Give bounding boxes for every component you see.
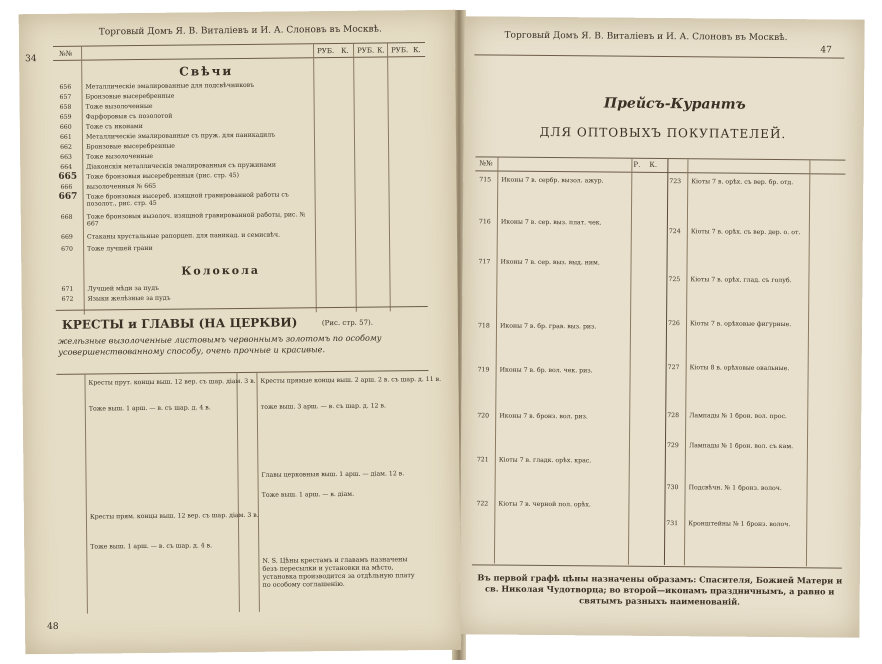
item-number: 722 xyxy=(476,500,489,508)
item-number: 730 xyxy=(666,484,679,492)
left-page xyxy=(19,10,462,655)
row-number: 664 xyxy=(60,163,73,171)
row-number: 656 xyxy=(59,83,72,91)
row-text: вызолоченныя № 665 xyxy=(86,182,157,191)
col-divider xyxy=(387,43,391,311)
item-number: 728 xyxy=(667,412,680,420)
item-number: 729 xyxy=(666,442,679,450)
section-candles-title: Свѣчи xyxy=(179,64,234,79)
item-text: Иконы 7 в. сер. выз. плат. чек. xyxy=(500,218,602,227)
row-text: Тоже вызолоченные xyxy=(85,102,153,111)
crosses-row: Тоже выш. 1 арш. — в. діам. xyxy=(261,490,355,499)
row-number: 663 xyxy=(60,153,73,161)
section-crosses-title: КРЕСТЫ и ГЛАВЫ (НА ЦЕРКВИ) xyxy=(61,315,298,332)
header-rule xyxy=(474,54,844,58)
item-text: Кіоты 7 в. орѣх. глад. съ голуб. xyxy=(690,276,792,285)
item-text: Кіоты 7 в. орѣх. съ вер. дер. о. от. xyxy=(690,228,801,237)
row-text: Лучшей мѣди за пудъ xyxy=(87,284,159,293)
right-page-number: 47 xyxy=(820,45,832,56)
item-text: Лампады № 1 брон. вол. прос. xyxy=(689,412,787,421)
item-number: 721 xyxy=(476,456,489,464)
row-text: Стаканы хрустальные рапорцеп. для паникад. и семисвѣч. xyxy=(86,231,281,241)
row-text: Тоже бронзовыя вызолоч. изящной гравированной работы, рис. № 667 xyxy=(86,211,306,228)
item-number: 717 xyxy=(478,258,491,266)
col-divider xyxy=(806,160,811,566)
item-text: Кіоты 8 в. орѣховые овальные. xyxy=(689,364,790,373)
row-text: Бронзовые высеребренные xyxy=(86,142,175,151)
right-page-header: Торговый Домъ Я. В. Виталіевъ и И. А. Слоновъ въ Москвѣ. xyxy=(504,30,788,44)
col-header-rule xyxy=(53,56,425,61)
col-header-r: Р. xyxy=(633,160,641,169)
item-number: 724 xyxy=(668,228,681,236)
price-list-subtitle: ДЛЯ ОПТОВЫХЪ ПОКУПАТЕЛЕЙ. xyxy=(539,124,787,142)
item-number: 720 xyxy=(477,412,490,420)
item-number: 718 xyxy=(477,322,490,330)
item-text: Кіоты 7 в. орѣховые фигурные. xyxy=(689,320,792,329)
col-header-k-1: К. xyxy=(341,46,349,55)
row-number: 665 xyxy=(58,171,78,182)
item-number: 727 xyxy=(667,364,680,372)
row-text: Бронзовые высеребренные xyxy=(85,92,175,101)
item-number: 715 xyxy=(479,176,492,184)
row-number: 668 xyxy=(60,213,73,221)
crosses-table-rule xyxy=(56,370,428,375)
crosses-note: N. S. Цѣны крестамъ и главамъ назначены безъ пересылки и установки на мѣсто, установка производится за отдѣльную плату по особому соглашенію. xyxy=(262,555,415,589)
crosses-row: Тоже выш. 1 арш. — в. съ шар. д. 4 в. xyxy=(88,404,211,413)
item-number: 723 xyxy=(669,178,682,186)
item-text: Кронштейны № 1 бронз. волоч. xyxy=(688,520,791,529)
crosses-row: Тоже выш. 1 арш. — в. съ шар. д. 4 в. xyxy=(90,542,213,551)
item-number: 726 xyxy=(667,320,680,328)
row-text: Языки желѣзные за пудъ xyxy=(87,294,171,303)
row-number: 667 xyxy=(58,191,78,202)
row-text: Діаконскія металлическія эмалированныя съ пружинами xyxy=(86,161,276,171)
crosses-description: желѣзные вызолоченные листовымъ червоннымъ золотомъ по особому усовершенствованному способу, очень прочные и красивые. xyxy=(58,332,382,357)
col-divider xyxy=(353,44,357,312)
item-number: 731 xyxy=(666,520,679,528)
col-divider xyxy=(664,159,669,565)
row-number: 659 xyxy=(59,113,72,121)
row-text: Металлическіе эмалированные съ пруж. для паникадилъ xyxy=(85,131,276,141)
item-number: 716 xyxy=(478,218,491,226)
col-header-k-2: К. xyxy=(377,46,385,55)
table-top-rule xyxy=(475,156,845,160)
right-page xyxy=(459,16,864,637)
section-bells-title: Колокола xyxy=(181,263,261,278)
price-footer-note: Въ первой графѣ цѣны назначены образамъ: Спасителя, Божией Матери и св. Николая Чудотворца; во второй—иконамъ праздничнымъ, а равно и святымъ разныхъ наименованій. xyxy=(477,572,843,607)
left-page-header: Торговый Домъ Я. В. Виталіевъ и И. А. Слоновъ въ Москвѣ. xyxy=(98,24,382,38)
row-number: 670 xyxy=(61,245,73,253)
row-text: Тоже съ иконами xyxy=(85,123,143,131)
col-header-k-3: К. xyxy=(413,46,421,55)
row-number: 660 xyxy=(59,123,72,131)
item-text: Иконы 7 в. сер. выз. выд. ним. xyxy=(500,258,600,267)
col-divider xyxy=(684,159,689,565)
left-page-number: 34 xyxy=(25,54,37,65)
col-header-no: №№ xyxy=(59,49,73,58)
row-number: 662 xyxy=(60,143,72,151)
table-bottom-rule xyxy=(472,564,842,568)
item-text: Кіоты 7 в. черной пол. орѣх. xyxy=(498,500,591,509)
col-header-rub-2: РУБ. xyxy=(357,46,375,55)
col-divider xyxy=(81,47,85,315)
row-text: Фарфоровыя съ позолотой xyxy=(85,112,173,121)
row-number: 657 xyxy=(59,93,72,101)
section-rule xyxy=(56,306,428,311)
row-number: 661 xyxy=(59,133,72,141)
row-text: Тоже лучшей грани xyxy=(87,244,153,253)
crosses-divider xyxy=(236,372,240,612)
item-number: 725 xyxy=(668,276,681,284)
row-text: Тоже бронзовыя высеребренныя (рис. стр. 45) xyxy=(86,172,240,181)
table-header-rule xyxy=(475,170,845,174)
item-text: Иконы 7 в. бр. грав. выз. риз. xyxy=(499,322,597,331)
crosses-row: Кресты прям. концы выш. 12 вер. съ шар. діам. 3 в. xyxy=(89,511,259,521)
left-page-bottom-number: 48 xyxy=(47,621,59,633)
item-text: Иконы 7 в. сербр. вызол. ажур. xyxy=(501,176,604,185)
item-text: Кіоты 7 в. орѣх. съ вер. бр. отд. xyxy=(691,178,794,187)
col-divider xyxy=(313,44,317,312)
crosses-figure-ref: (Рис. стр. 57). xyxy=(321,318,374,328)
price-list-title: Прейсъ-Курантъ xyxy=(603,95,746,113)
row-text: Тоже бронзовыя высереб. изящной гравированной работы съ позолот., рис. стр. 45 xyxy=(86,191,289,208)
col-header-rub-1: РУБ. xyxy=(317,46,335,56)
crosses-row: Главы церковныя выш. 1 арш. — діам. 12 в. xyxy=(261,470,405,479)
item-number: 719 xyxy=(477,366,490,374)
row-number: 666 xyxy=(60,183,73,191)
row-number: 658 xyxy=(59,103,72,111)
crosses-row: тоже выш. 3 арш. — в. съ шар. д. 12 в. xyxy=(260,402,386,411)
row-number: 669 xyxy=(60,233,73,241)
crosses-row: Кресты прут. концы выш. 12 вер. съ шар. діам. 3 в. xyxy=(88,377,256,387)
item-text: Лампады № 1 брон. вол. съ кам. xyxy=(688,442,794,451)
row-text: Тоже вызолоченные xyxy=(86,152,154,161)
col-divider xyxy=(628,159,633,565)
crosses-divider xyxy=(84,374,88,614)
item-text: Иконы 7 в. бр. вол. чек. риз. xyxy=(499,366,593,375)
col-header-no: №№ xyxy=(479,159,493,168)
row-text: Металлическіе эмалированные для подсвѣчниковъ xyxy=(85,81,255,91)
col-header-k: К. xyxy=(649,160,658,169)
row-number: 671 xyxy=(61,285,74,293)
item-text: Кіоты 7 в. гладк. орѣх. крас. xyxy=(498,456,592,465)
col-header-rub-3: РУБ. xyxy=(391,46,409,55)
crosses-row: Кресты прямые концы выш. 2 арш. 2 в. съ шар. д. 11 в. xyxy=(260,375,442,385)
row-number: 672 xyxy=(61,295,74,303)
crosses-divider xyxy=(256,372,260,612)
item-text: Подсвѣчн. № 1 бронз. волоч. xyxy=(688,484,782,493)
item-text: Иконы 7 в. бронз. вол. риз. xyxy=(499,412,588,421)
